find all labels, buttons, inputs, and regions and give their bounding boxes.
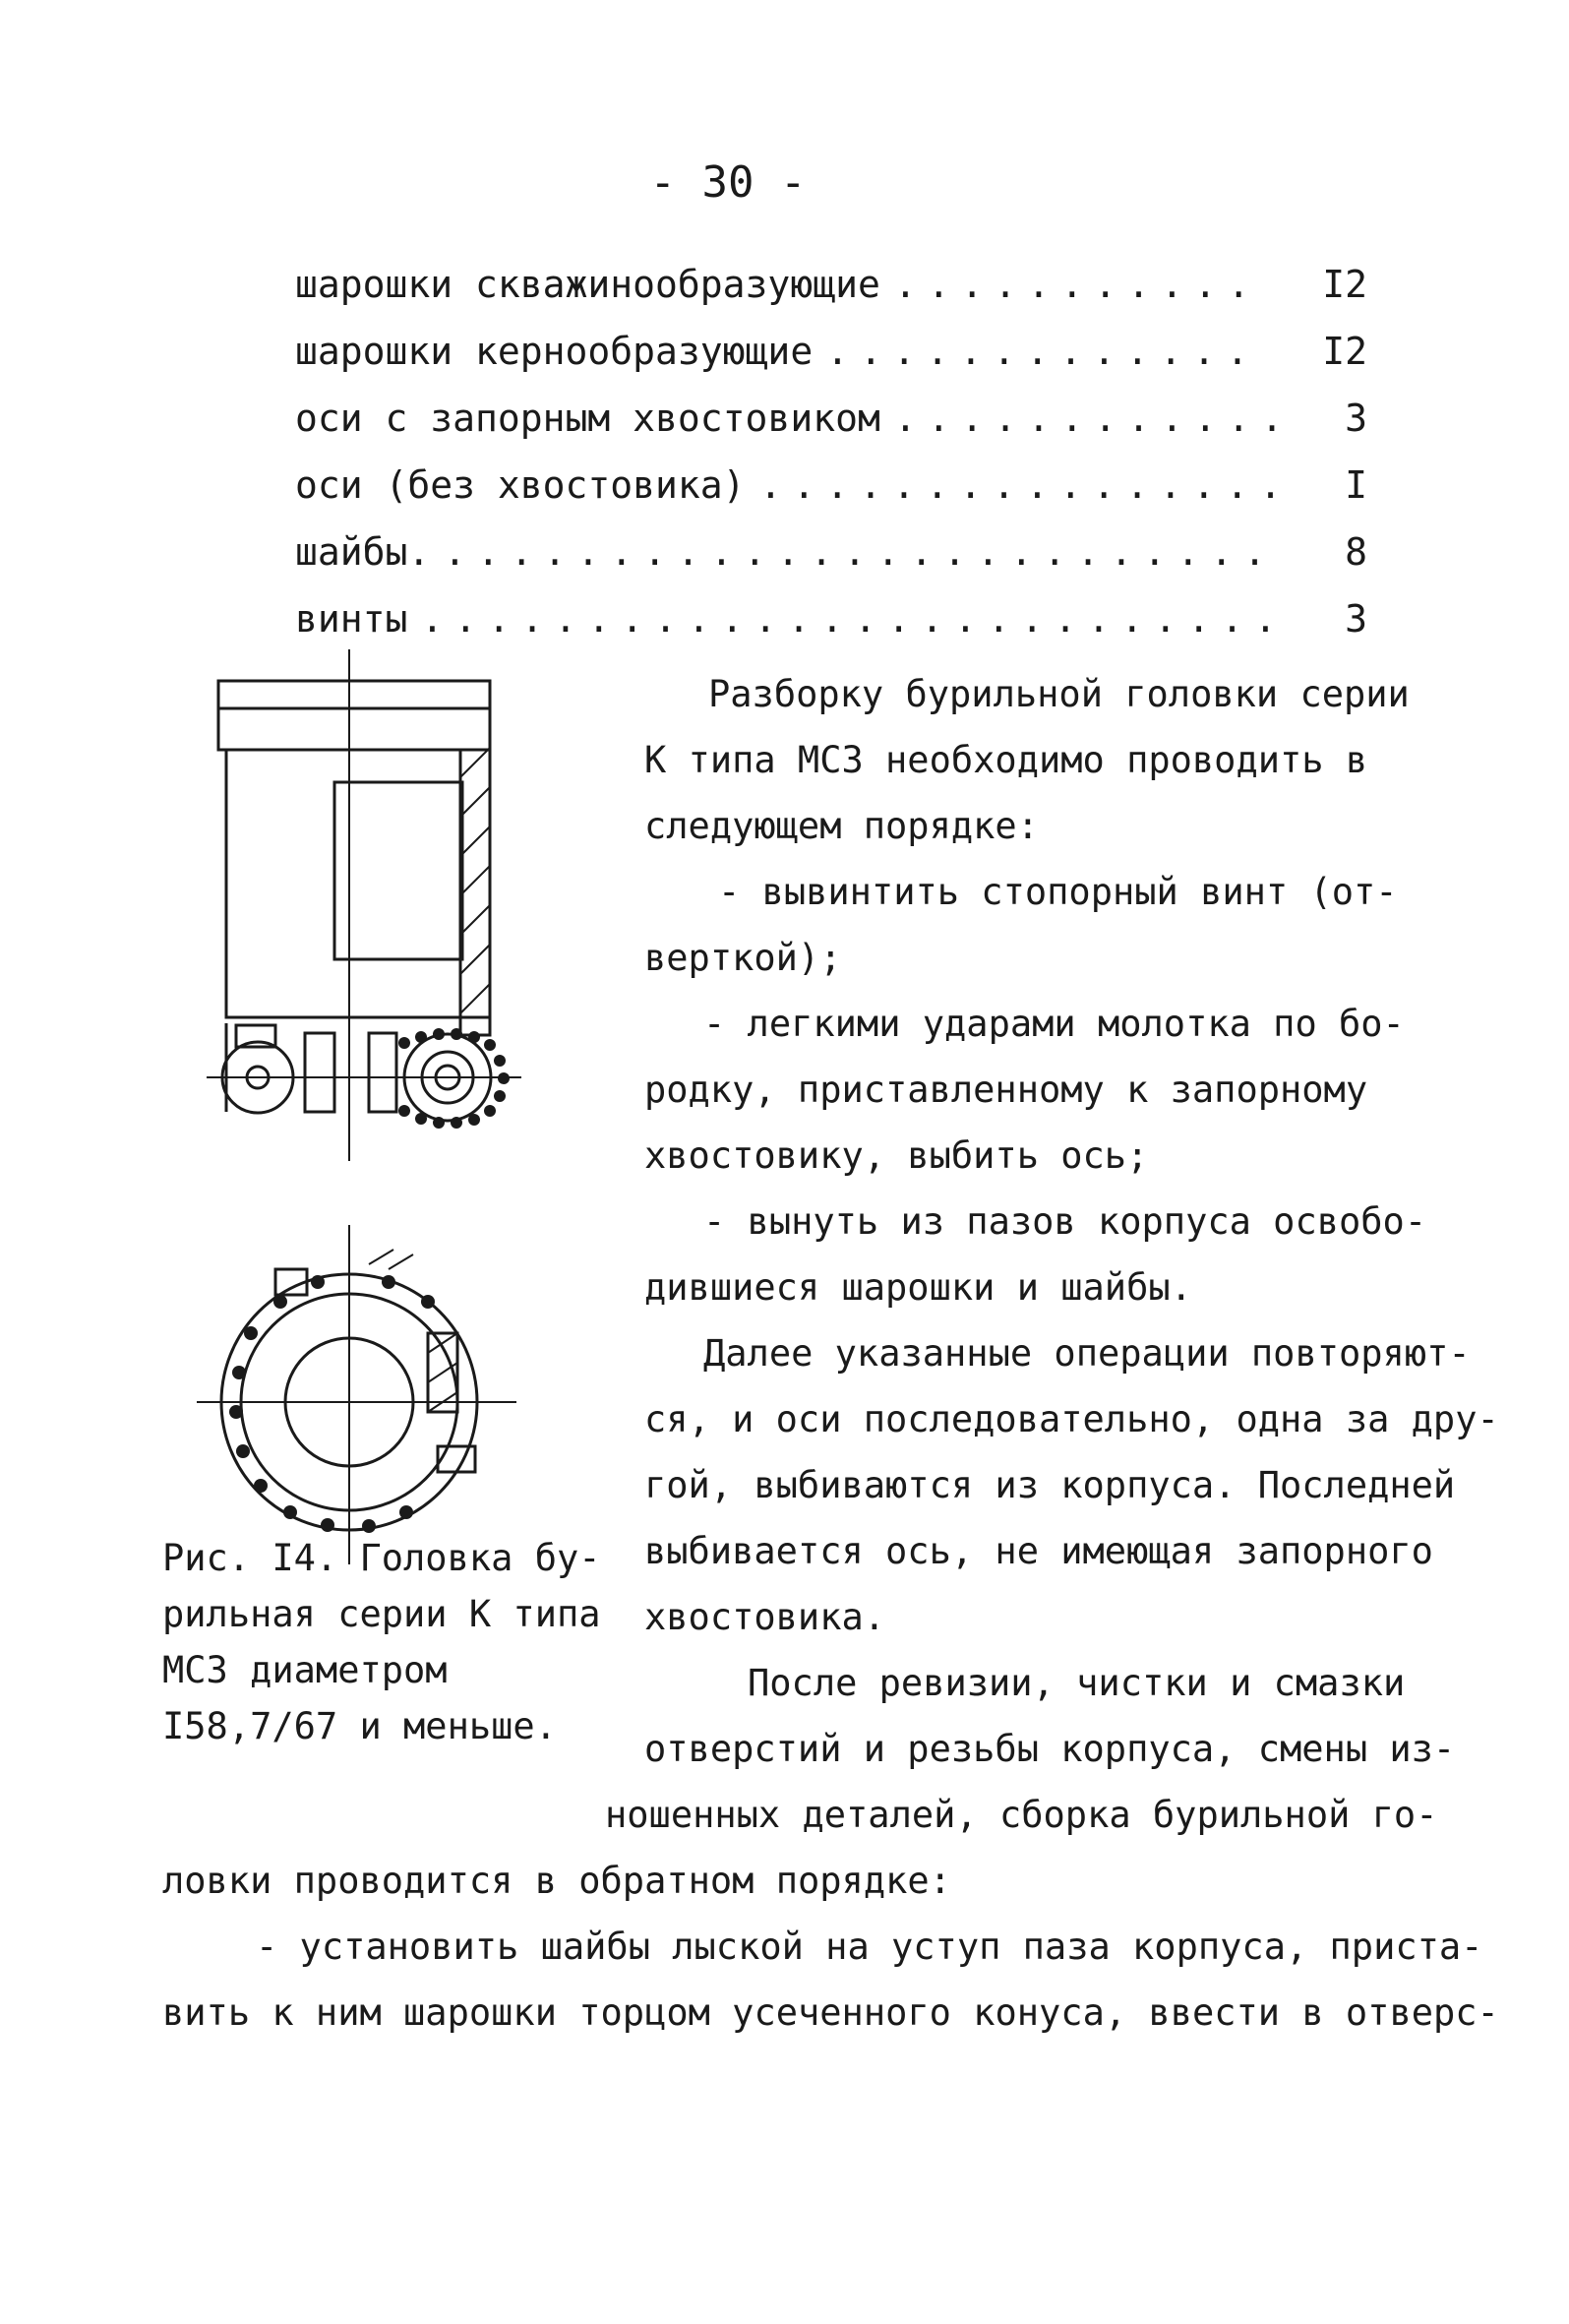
text-line: дившиеся шарошки и шайбы. — [644, 1266, 1192, 1309]
text-line: хвостовику, выбить ось; — [644, 1134, 1149, 1177]
text-line: гой, выбиваются из корпуса. Последней — [644, 1464, 1456, 1506]
text-line: ношенных деталей, сборка бурильной го- — [605, 1794, 1438, 1836]
part-name: шайбы. — [295, 530, 431, 574]
parts-list-item — [295, 585, 1367, 652]
text-line: верткой); — [644, 937, 842, 979]
parts-list-item — [295, 519, 1367, 585]
page-number: - 30 - — [649, 157, 807, 208]
text-line: Далее указанные операции повторяют- — [703, 1332, 1471, 1375]
text-line: ся, и оси последовательно, одна за дру- — [644, 1398, 1499, 1440]
figure-side-section — [197, 649, 531, 1161]
leader-dots: ................ — [759, 463, 1294, 507]
parts-list — [295, 251, 1367, 652]
parts-list-item — [295, 318, 1367, 385]
text-line: следующем порядке: — [644, 805, 1039, 847]
text-line: - установить шайбы лыской на уступ паза корпуса, приста- — [256, 1926, 1483, 1968]
text-line: Разборку бурильной головки серии — [708, 673, 1410, 715]
part-quantity: 3 — [1345, 597, 1367, 641]
part-quantity: 8 — [1345, 530, 1367, 574]
text-line: К типа МСЗ необходимо проводить в — [644, 739, 1368, 781]
caption-line: МСЗ диаметром — [162, 1649, 448, 1691]
leader-dots: ........... — [894, 263, 1261, 306]
part-name: оси (без хвостовика) — [295, 463, 746, 507]
leader-dots: ............. — [826, 330, 1260, 373]
caption-line: I58,7/67 и меньше. — [162, 1705, 557, 1747]
text-line: отверстий и резьбы корпуса, смены из- — [644, 1728, 1456, 1770]
text-line: хвостовика. — [644, 1596, 886, 1638]
leader-dots: .......................... — [421, 597, 1288, 641]
text-line: выбивается ось, не имеющая запорного — [644, 1530, 1433, 1572]
caption-line: Рис. I4. Головка бу- — [162, 1537, 601, 1579]
leader-dots: ......................... — [444, 530, 1277, 574]
text-line: родку, приставленному к запорному — [644, 1069, 1368, 1111]
text-line: ловки проводится в обратном порядке: — [162, 1860, 951, 1902]
caption-line: рильная серии К типа — [162, 1593, 601, 1635]
part-name: шарошки кернообразующие — [295, 330, 814, 373]
figure-end-view — [192, 1225, 521, 1564]
text-line: вить к ним шарошки торцом усеченного конуса, ввести в отверс- — [162, 1991, 1499, 2034]
text-line: - вынуть из пазов корпуса освобо- — [703, 1200, 1427, 1243]
part-quantity: 3 — [1345, 397, 1367, 440]
parts-list-item — [295, 251, 1367, 318]
part-quantity: I2 — [1322, 330, 1367, 373]
text-line: - вывинтить стопорный винт (от- — [718, 871, 1398, 913]
part-quantity: I2 — [1322, 263, 1367, 306]
parts-list-item — [295, 385, 1367, 452]
part-quantity: I — [1345, 463, 1367, 507]
text-line: После ревизии, чистки и смазки — [748, 1662, 1406, 1704]
parts-list-item — [295, 452, 1367, 519]
leader-dots: ............ — [894, 397, 1295, 440]
part-name: винты — [295, 597, 408, 641]
part-name: оси с запорным хвостовиком — [295, 397, 880, 440]
text-line: - легкими ударами молотка по бо- — [703, 1003, 1405, 1045]
part-name: шарошки скважинообразующие — [295, 263, 880, 306]
